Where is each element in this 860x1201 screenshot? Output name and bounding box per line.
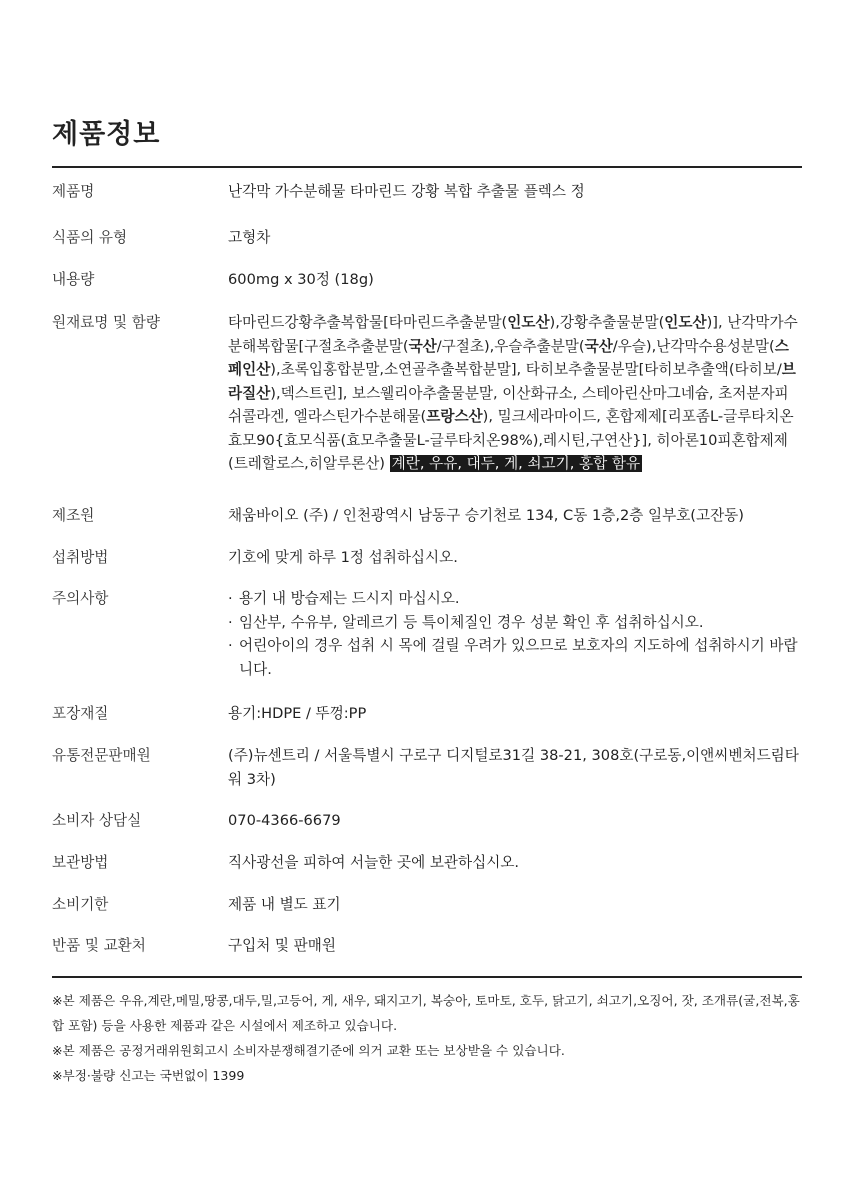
info-table <box>52 180 802 970</box>
footer-note: ※본 제품은 우유,계란,메밀,땅콩,대두,밀,고등어, 게, 새우, 돼지고기, 복숭아, 토마토, 호두, 닭고기, 쇠고기,오징어, 잣, 조개류(굴,전복,홍합 포함) 등을 사용한 제품과 같은 시설에서 제조하고 있습니다. <box>52 993 800 1033</box>
footer-note: ※부정·불량 신고는 국번없이 1399 <box>52 1068 245 1083</box>
ingredient-segment: ),초록입홍합분말,소연골추출복합분말], 타히보추출물분말[타히보추출액(타히보/ <box>270 361 782 378</box>
row-label: 식품의 유형 <box>52 229 128 246</box>
list-item: · 용기 내 방습제는 드시지 마십시오. <box>228 587 802 611</box>
ingredient-segment: ),강황추출물분말( <box>549 314 665 331</box>
top-divider <box>52 166 802 168</box>
row-label: 내용량 <box>52 271 95 288</box>
row-distributor <box>52 744 802 809</box>
allergen-highlight: 계란, 우유, 대두, 게, 쇠고기, 홍합 함유 <box>391 455 641 472</box>
row-value: 용기:HDPE / 뚜껑:PP <box>228 705 367 722</box>
ingredient-segment: ),덱스트린], 보스웰리아추출물분말, 이산화규소, 스테아린산마그네슘, 초저분자피쉬콜라겐, 엘라스틴가수분해물( <box>228 384 789 425</box>
row-ingredients <box>52 311 802 504</box>
row-product-name <box>52 180 802 226</box>
row-value: 고형차 <box>228 229 271 246</box>
row-packaging <box>52 702 802 744</box>
page-title: 제품정보 <box>52 119 161 150</box>
row-consumer-center <box>52 809 802 851</box>
ingredient-segment: )], 난각막가수분해복합물[구절초추출분말( <box>228 314 798 355</box>
row-manufacturer <box>52 504 802 546</box>
row-returns <box>52 934 802 970</box>
row-value: (주)뉴센트리 / 서울특별시 구로구 디지털로31길 38-21, 308호(구로동,이앤씨벤처드림타워 3차) <box>228 747 799 788</box>
origin-bold: 프랑스산 <box>426 408 483 425</box>
row-expiry <box>52 893 802 934</box>
row-label: 소비자 상담실 <box>52 812 142 829</box>
footer-notes <box>52 988 804 1088</box>
origin-bold: 국산 <box>584 337 613 355</box>
ingredient-segment: /우슬),난각막수용성분말( <box>612 337 775 355</box>
row-precautions <box>52 587 802 702</box>
row-label: 제조원 <box>52 507 95 524</box>
row-value: 직사광선을 피하여 서늘한 곳에 보관하십시오. <box>228 854 520 871</box>
row-label: 주의사항 <box>52 590 109 607</box>
row-value: 070-4366-6679 <box>228 812 341 829</box>
list-item: · 어린아이의 경우 섭취 시 목에 걸릴 우려가 있으므로 보호자의 지도하에 섭취하시기 바랍니다. <box>228 634 802 681</box>
row-label: 유통전문판매원 <box>52 747 151 764</box>
row-value: 기호에 맞게 하루 1정 섭취하십시오. <box>228 549 458 566</box>
row-intake-method <box>52 546 802 587</box>
ingredient-segment: ), 밀크세라마이드, 혼합제제[리포좀L-글루타치온효모90{효모식품(효모추출물L-글루타치온98%),레시틴,구연산}], 히아론10피혼합제제(트레할로스,히알루론산) <box>228 408 794 472</box>
origin-bold: 국산 <box>408 337 437 355</box>
row-label: 원재료명 및 함량 <box>52 314 160 331</box>
footer-note: ※본 제품은 공정거래위원회고시 소비자분쟁해결기준에 의거 교환 또는 보상받을 수 있습니다. <box>52 1043 565 1058</box>
row-label: 보관방법 <box>52 854 109 871</box>
row-value: 구입처 및 판매원 <box>228 937 336 954</box>
row-label: 소비기한 <box>52 896 109 913</box>
row-value ingredients-text <box>228 311 802 504</box>
row-storage <box>52 851 802 893</box>
row-value: 600mg x 30정 (18g) <box>228 271 374 288</box>
row-value: 제품 내 별도 표기 <box>228 896 341 913</box>
row-value <box>228 587 802 702</box>
row-net-content <box>52 268 802 311</box>
ingredient-segment: 타마린드강황추출복합물[타마린드추출분말( <box>228 314 508 331</box>
ingredient-segment: /구절초),우슬추출분말( <box>436 337 585 355</box>
row-value: 채움바이오 (주) / 인천광역시 남동구 승기천로 134, C동 1층,2층 일부호(고잔동) <box>228 507 744 524</box>
bottom-divider <box>52 976 802 978</box>
row-label: 포장재질 <box>52 705 109 722</box>
row-label: 제품명 <box>52 183 95 200</box>
origin-bold: 브라질산 <box>228 361 796 402</box>
precaution-list <box>228 587 802 681</box>
list-item: · 임산부, 수유부, 알레르기 등 특이체질인 경우 성분 확인 후 섭취하십시오. <box>228 611 802 635</box>
row-value: 난각막 가수분해물 타마린드 강황 복합 추출물 플렉스 정 <box>228 183 585 200</box>
row-label: 섭취방법 <box>52 549 109 566</box>
row-food-type <box>52 226 802 268</box>
row-label: 반품 및 교환처 <box>52 937 146 954</box>
origin-bold: 스페인산 <box>228 337 789 378</box>
origin-bold: 인도산 <box>664 314 707 331</box>
origin-bold: 인도산 <box>507 314 550 331</box>
